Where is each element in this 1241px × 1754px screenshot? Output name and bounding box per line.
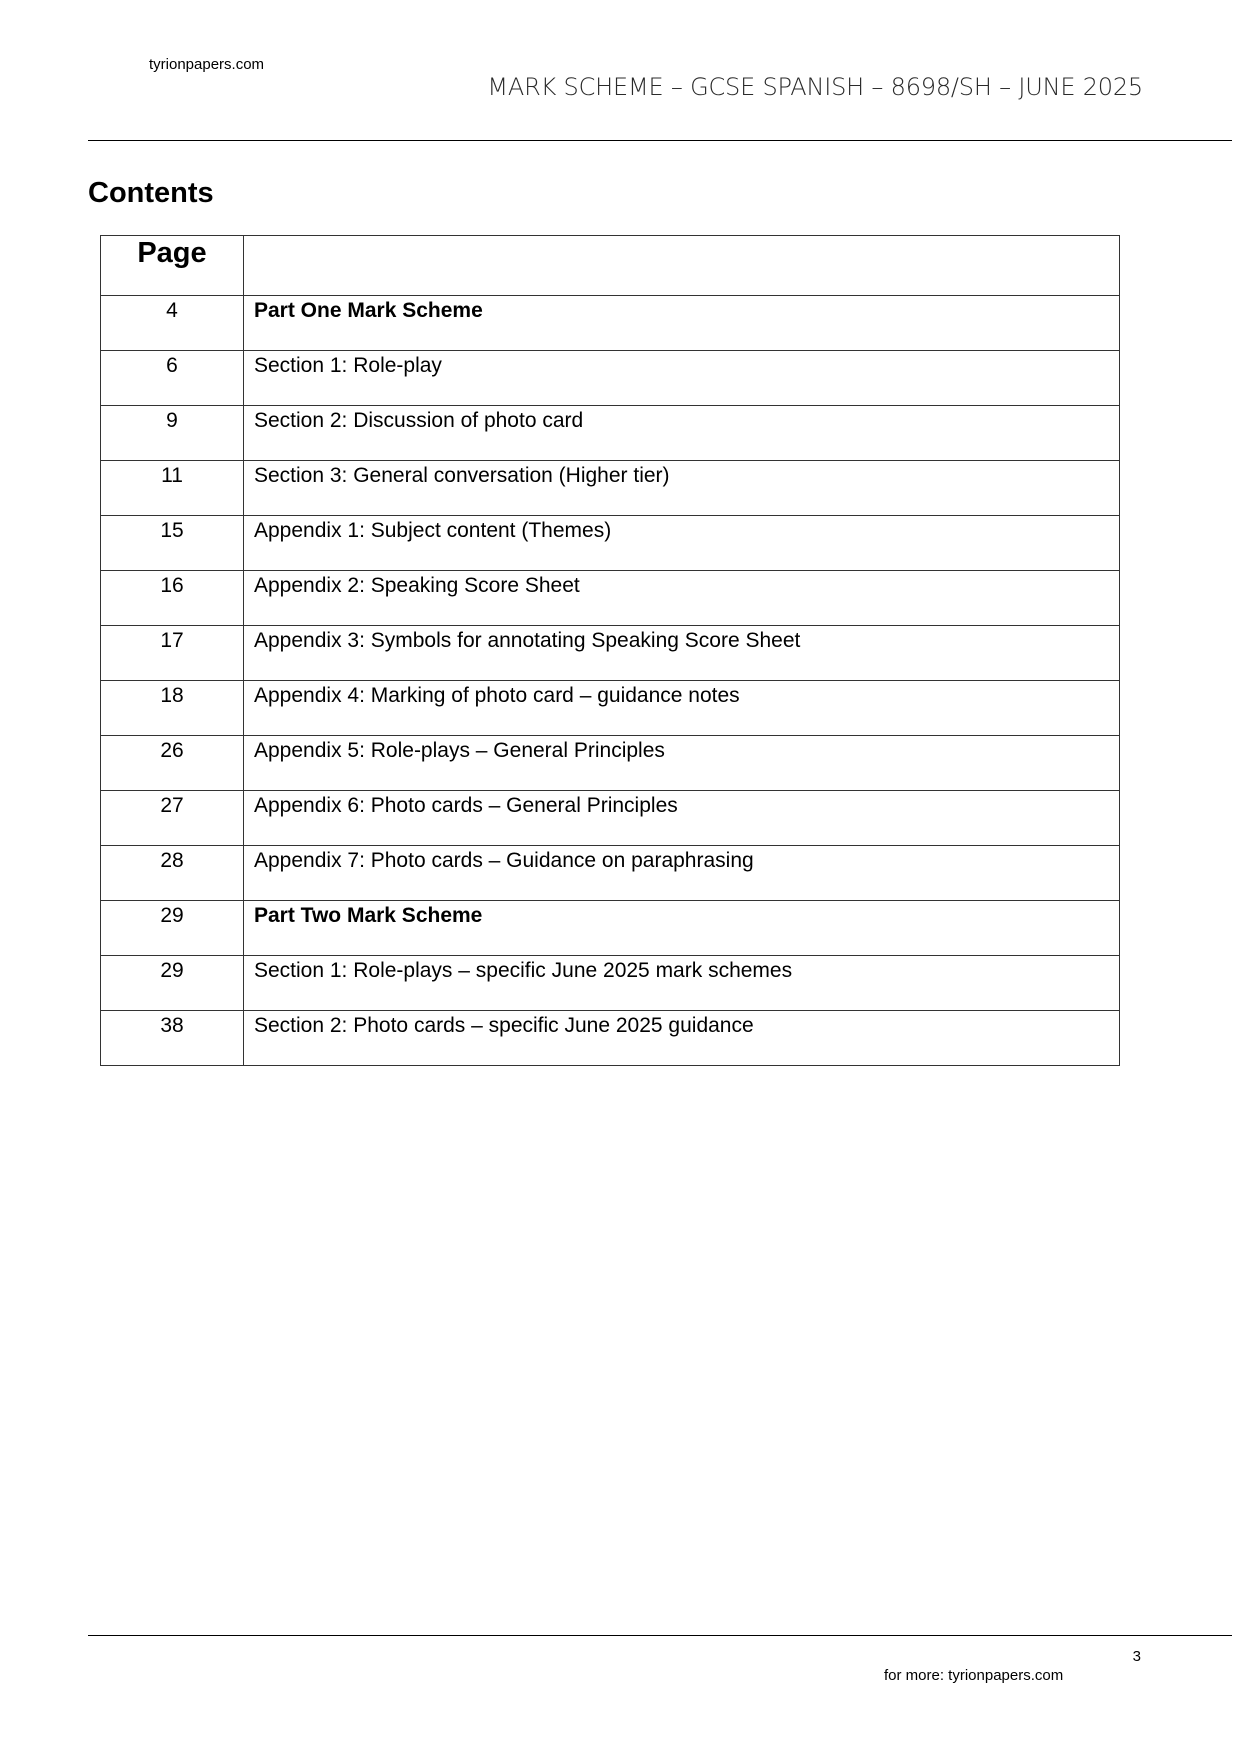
contents-page-number: 16 xyxy=(101,571,244,626)
contents-entry-title: Section 3: General conversation (Higher tier) xyxy=(244,461,1120,516)
contents-row xyxy=(101,296,1120,351)
header-divider xyxy=(88,140,1232,141)
contents-row xyxy=(101,351,1120,406)
contents-page-number: 26 xyxy=(101,736,244,791)
contents-row xyxy=(101,516,1120,571)
contents-page-number: 27 xyxy=(101,791,244,846)
contents-row xyxy=(101,461,1120,516)
contents-row xyxy=(101,956,1120,1011)
contents-entry-title: Appendix 2: Speaking Score Sheet xyxy=(244,571,1120,626)
contents-entry-title: Section 1: Role-play xyxy=(244,351,1120,406)
contents-row xyxy=(101,736,1120,791)
contents-entry-title: Appendix 1: Subject content (Themes) xyxy=(244,516,1120,571)
contents-table xyxy=(100,235,1120,1066)
contents-entry-title: Section 1: Role-plays – specific June 2025 mark schemes xyxy=(244,956,1120,1011)
contents-entry-title: Section 2: Photo cards – specific June 2025 guidance xyxy=(244,1011,1120,1066)
page-number: 3 xyxy=(1132,1648,1141,1665)
contents-page-number: 4 xyxy=(101,296,244,351)
contents-entry-title: Appendix 4: Marking of photo card – guidance notes xyxy=(244,681,1120,736)
contents-page-number: 18 xyxy=(101,681,244,736)
contents-entry-title: Appendix 5: Role-plays – General Principles xyxy=(244,736,1120,791)
contents-page-number: 28 xyxy=(101,846,244,901)
document-title: MARK SCHEME – GCSE SPANISH – 8698/SH – JUNE 2025 xyxy=(487,73,1143,101)
contents-row xyxy=(101,791,1120,846)
contents-entry-title: Appendix 7: Photo cards – Guidance on paraphrasing xyxy=(244,846,1120,901)
footer-link[interactable]: for more: tyrionpapers.com xyxy=(884,1667,1064,1684)
contents-entry-title: Appendix 3: Symbols for annotating Speaking Score Sheet xyxy=(244,626,1120,681)
contents-row xyxy=(101,571,1120,626)
contents-entry-title: Part One Mark Scheme xyxy=(244,296,1120,351)
contents-page-number: 29 xyxy=(101,956,244,1011)
contents-page-number: 38 xyxy=(101,1011,244,1066)
footer-divider xyxy=(88,1635,1232,1636)
header-site-link[interactable]: tyrionpapers.com xyxy=(149,56,265,73)
contents-page-number: 6 xyxy=(101,351,244,406)
contents-row xyxy=(101,1011,1120,1066)
contents-heading: Contents xyxy=(88,177,214,209)
contents-row xyxy=(101,901,1120,956)
contents-row xyxy=(101,626,1120,681)
contents-page-number: 29 xyxy=(101,901,244,956)
page-column-header: Page xyxy=(101,236,244,296)
contents-row xyxy=(101,681,1120,736)
contents-page-number: 9 xyxy=(101,406,244,461)
contents-entry-title: Section 2: Discussion of photo card xyxy=(244,406,1120,461)
contents-header-row xyxy=(101,236,1120,296)
contents-entry-title: Part Two Mark Scheme xyxy=(244,901,1120,956)
contents-entry-title: Appendix 6: Photo cards – General Principles xyxy=(244,791,1120,846)
contents-row xyxy=(101,846,1120,901)
title-column-header xyxy=(244,236,1120,296)
contents-row xyxy=(101,406,1120,461)
contents-page-number: 17 xyxy=(101,626,244,681)
contents-page-number: 15 xyxy=(101,516,244,571)
contents-page-number: 11 xyxy=(101,461,244,516)
